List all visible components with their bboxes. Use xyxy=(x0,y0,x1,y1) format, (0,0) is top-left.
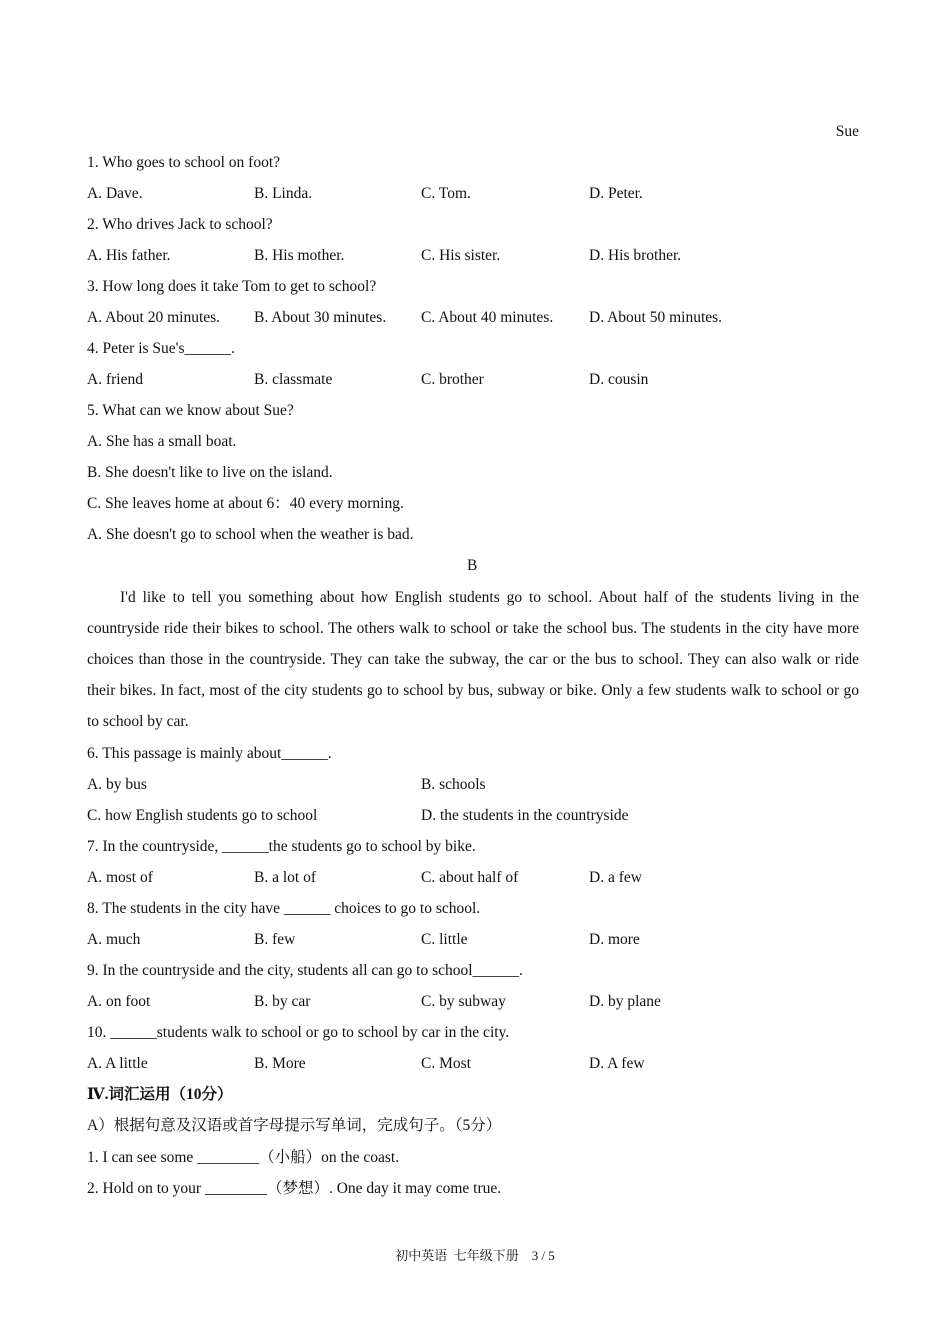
q3-option-a: A. About 20 minutes. xyxy=(87,309,221,326)
q7-option-c: C. about half of xyxy=(421,869,519,886)
q10-option-a: A. A little xyxy=(87,1055,148,1072)
q4-option-d: D. cousin xyxy=(589,371,649,388)
question-1: 1. Who goes to school on foot? xyxy=(87,154,281,171)
q8-option-c: C. little xyxy=(421,931,468,948)
section-iv-a-instruction: A）根据句意及汉语或首字母提示写单词，完成句子。（5分） xyxy=(87,1117,502,1134)
q10-option-b: B. More xyxy=(254,1055,306,1072)
q8-option-b: B. few xyxy=(254,931,296,948)
q4-option-b: B. classmate xyxy=(254,371,333,388)
section-iv-heading: Ⅳ.词汇运用（10分） xyxy=(87,1086,233,1103)
question-6: 6. This passage is mainly about______. xyxy=(87,745,332,762)
question-4: 4. Peter is Sue's______. xyxy=(87,340,235,357)
q1-option-c: C. Tom. xyxy=(421,185,471,202)
question-2: 2. Who drives Jack to school? xyxy=(87,216,273,233)
q1-option-b: B. Linda. xyxy=(254,185,313,202)
question-3: 3. How long does it take Tom to get to school? xyxy=(87,278,377,295)
question-10: 10. ______students walk to school or go to school by car in the city. xyxy=(87,1024,510,1041)
q3-option-b: B. About 30 minutes. xyxy=(254,309,387,326)
vocab-item-1: 1. I can see some ________（小船）on the coast. xyxy=(87,1149,400,1166)
q10-option-c: C. Most xyxy=(421,1055,471,1072)
top-name: Sue xyxy=(835,123,859,140)
page-footer: 初中英语 七年级下册 3 / 5 xyxy=(395,1248,555,1263)
q6-option-a: A. by bus xyxy=(87,776,147,793)
vocab-item-2: 2. Hold on to your ________（梦想）. One day it may come true. xyxy=(87,1180,502,1197)
q2-option-b: B. His mother. xyxy=(254,247,345,264)
q8-option-a: A. much xyxy=(87,931,141,948)
passage-b-text: I'd like to tell you something about how English students go to school. About half of the students living in the countryside ride their bikes to school. The others walk to school or take the school bus. The students in the city have more choices than those in the countryside. They can take the subway, the car or the bus to school. They can also walk or ride their bikes. In fact, most of the city students go to school by bus, subway or bike. Only a few students walk to school or go to school by car. xyxy=(87,589,859,730)
q7-option-d: D. a few xyxy=(589,869,642,886)
q4-option-c: C. brother xyxy=(421,371,484,388)
q9-option-d: D. by plane xyxy=(589,993,661,1010)
q5-option-c: C. She leaves home at about 6：40 every morning. xyxy=(87,495,404,512)
q6-option-c: C. how English students go to school xyxy=(87,807,318,824)
q8-option-d: D. more xyxy=(589,931,640,948)
q2-option-c: C. His sister. xyxy=(421,247,501,264)
q2-option-d: D. His brother. xyxy=(589,247,682,264)
q5-option-b: B. She doesn't like to live on the island. xyxy=(87,464,333,481)
question-5: 5. What can we know about Sue? xyxy=(87,402,294,419)
question-9: 9. In the countryside and the city, students all can go to school______. xyxy=(87,962,523,979)
q1-option-a: A. Dave. xyxy=(87,185,143,202)
section-b-heading: B xyxy=(467,557,478,574)
q7-option-a: A. most of xyxy=(87,869,153,886)
q6-option-d: D. the students in the countryside xyxy=(421,807,629,824)
q3-option-d: D. About 50 minutes. xyxy=(589,309,723,326)
q10-option-d: D. A few xyxy=(589,1055,645,1072)
q5-option-d: A. She doesn't go to school when the weather is bad. xyxy=(87,526,414,543)
q3-option-c: C. About 40 minutes. xyxy=(421,309,554,326)
q9-option-c: C. by subway xyxy=(421,993,506,1010)
q6-option-b: B. schools xyxy=(421,776,486,793)
question-7: 7. In the countryside, ______the students go to school by bike. xyxy=(87,838,476,855)
q4-option-a: A. friend xyxy=(87,371,143,388)
q1-option-d: D. Peter. xyxy=(589,185,643,202)
q9-option-a: A. on foot xyxy=(87,993,151,1010)
question-8: 8. The students in the city have ______ choices to go to school. xyxy=(87,900,481,917)
q2-option-a: A. His father. xyxy=(87,247,171,264)
q9-option-b: B. by car xyxy=(254,993,311,1010)
q7-option-b: B. a lot of xyxy=(254,869,316,886)
q5-option-a: A. She has a small boat. xyxy=(87,433,237,450)
